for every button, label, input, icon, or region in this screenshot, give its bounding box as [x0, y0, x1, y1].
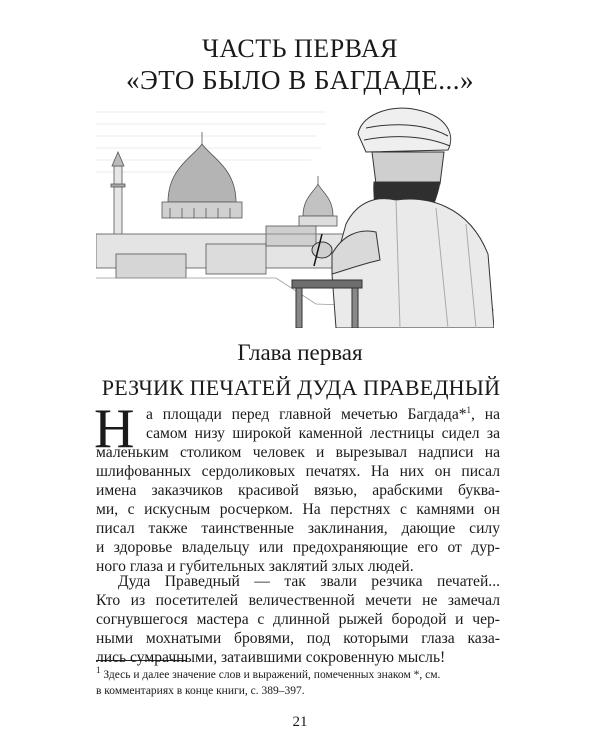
illustration-icon [96, 104, 494, 328]
text-line: писал также таинственные заклинания, дающие силу [96, 520, 500, 537]
text-line: и здоровье владельцу или предохраняющие его от дур- [96, 539, 500, 556]
text-line: лись сумрачными, затаившими сокровенную мысль! [96, 649, 446, 666]
part-subtitle: «ЭТО БЫЛО В БАГДАДЕ...» [125, 65, 475, 95]
text-line: имена заказчиков красивой вязью, арабскими буква- [96, 482, 500, 499]
part-title: ЧАСТЬ ПЕРВАЯ [202, 34, 398, 63]
footnote-line: в комментариях в конце книги, с. 389–397. [96, 685, 305, 697]
text-line: Дуда Праведный — так звали резчика печатей... [118, 573, 500, 590]
text-line: ного глаза и губительных заклятий злых людей. [96, 558, 414, 575]
chapter-label: Глава первая [237, 340, 363, 365]
drop-cap: Н [94, 398, 135, 460]
text-line: а площади перед главной мечетью Багдада*$^1$, на [146, 405, 500, 423]
chapter-title: РЕЗЧИК ПЕЧАТЕЙ ДУДА ПРАВЕДНЫЙ [101, 375, 501, 400]
text-line: ными мохнатыми бровями, под которыми глаза каза- [96, 630, 500, 647]
footnote-line: $^1$ Здесь и далее значение слов и выражений, помеченных знаком *, см. [96, 665, 441, 681]
text-line: шлифованных сердоликовых печатях. На них он писал [96, 463, 500, 480]
text-line: маленьким столиком человек и вырезывал надписи на [96, 444, 500, 461]
text-line: согнувшегося мастера с длинной рыжей бородой и чер- [96, 611, 500, 628]
page-number: 21 [292, 714, 308, 730]
text-line: Кто из посетителей величественной мечети не замечал [96, 592, 500, 609]
text-line: самом низу широкой каменной лестницы сидел за [146, 425, 500, 442]
text-line: ми, с искусным росчерком. На перстнях с камнями он [96, 501, 500, 518]
